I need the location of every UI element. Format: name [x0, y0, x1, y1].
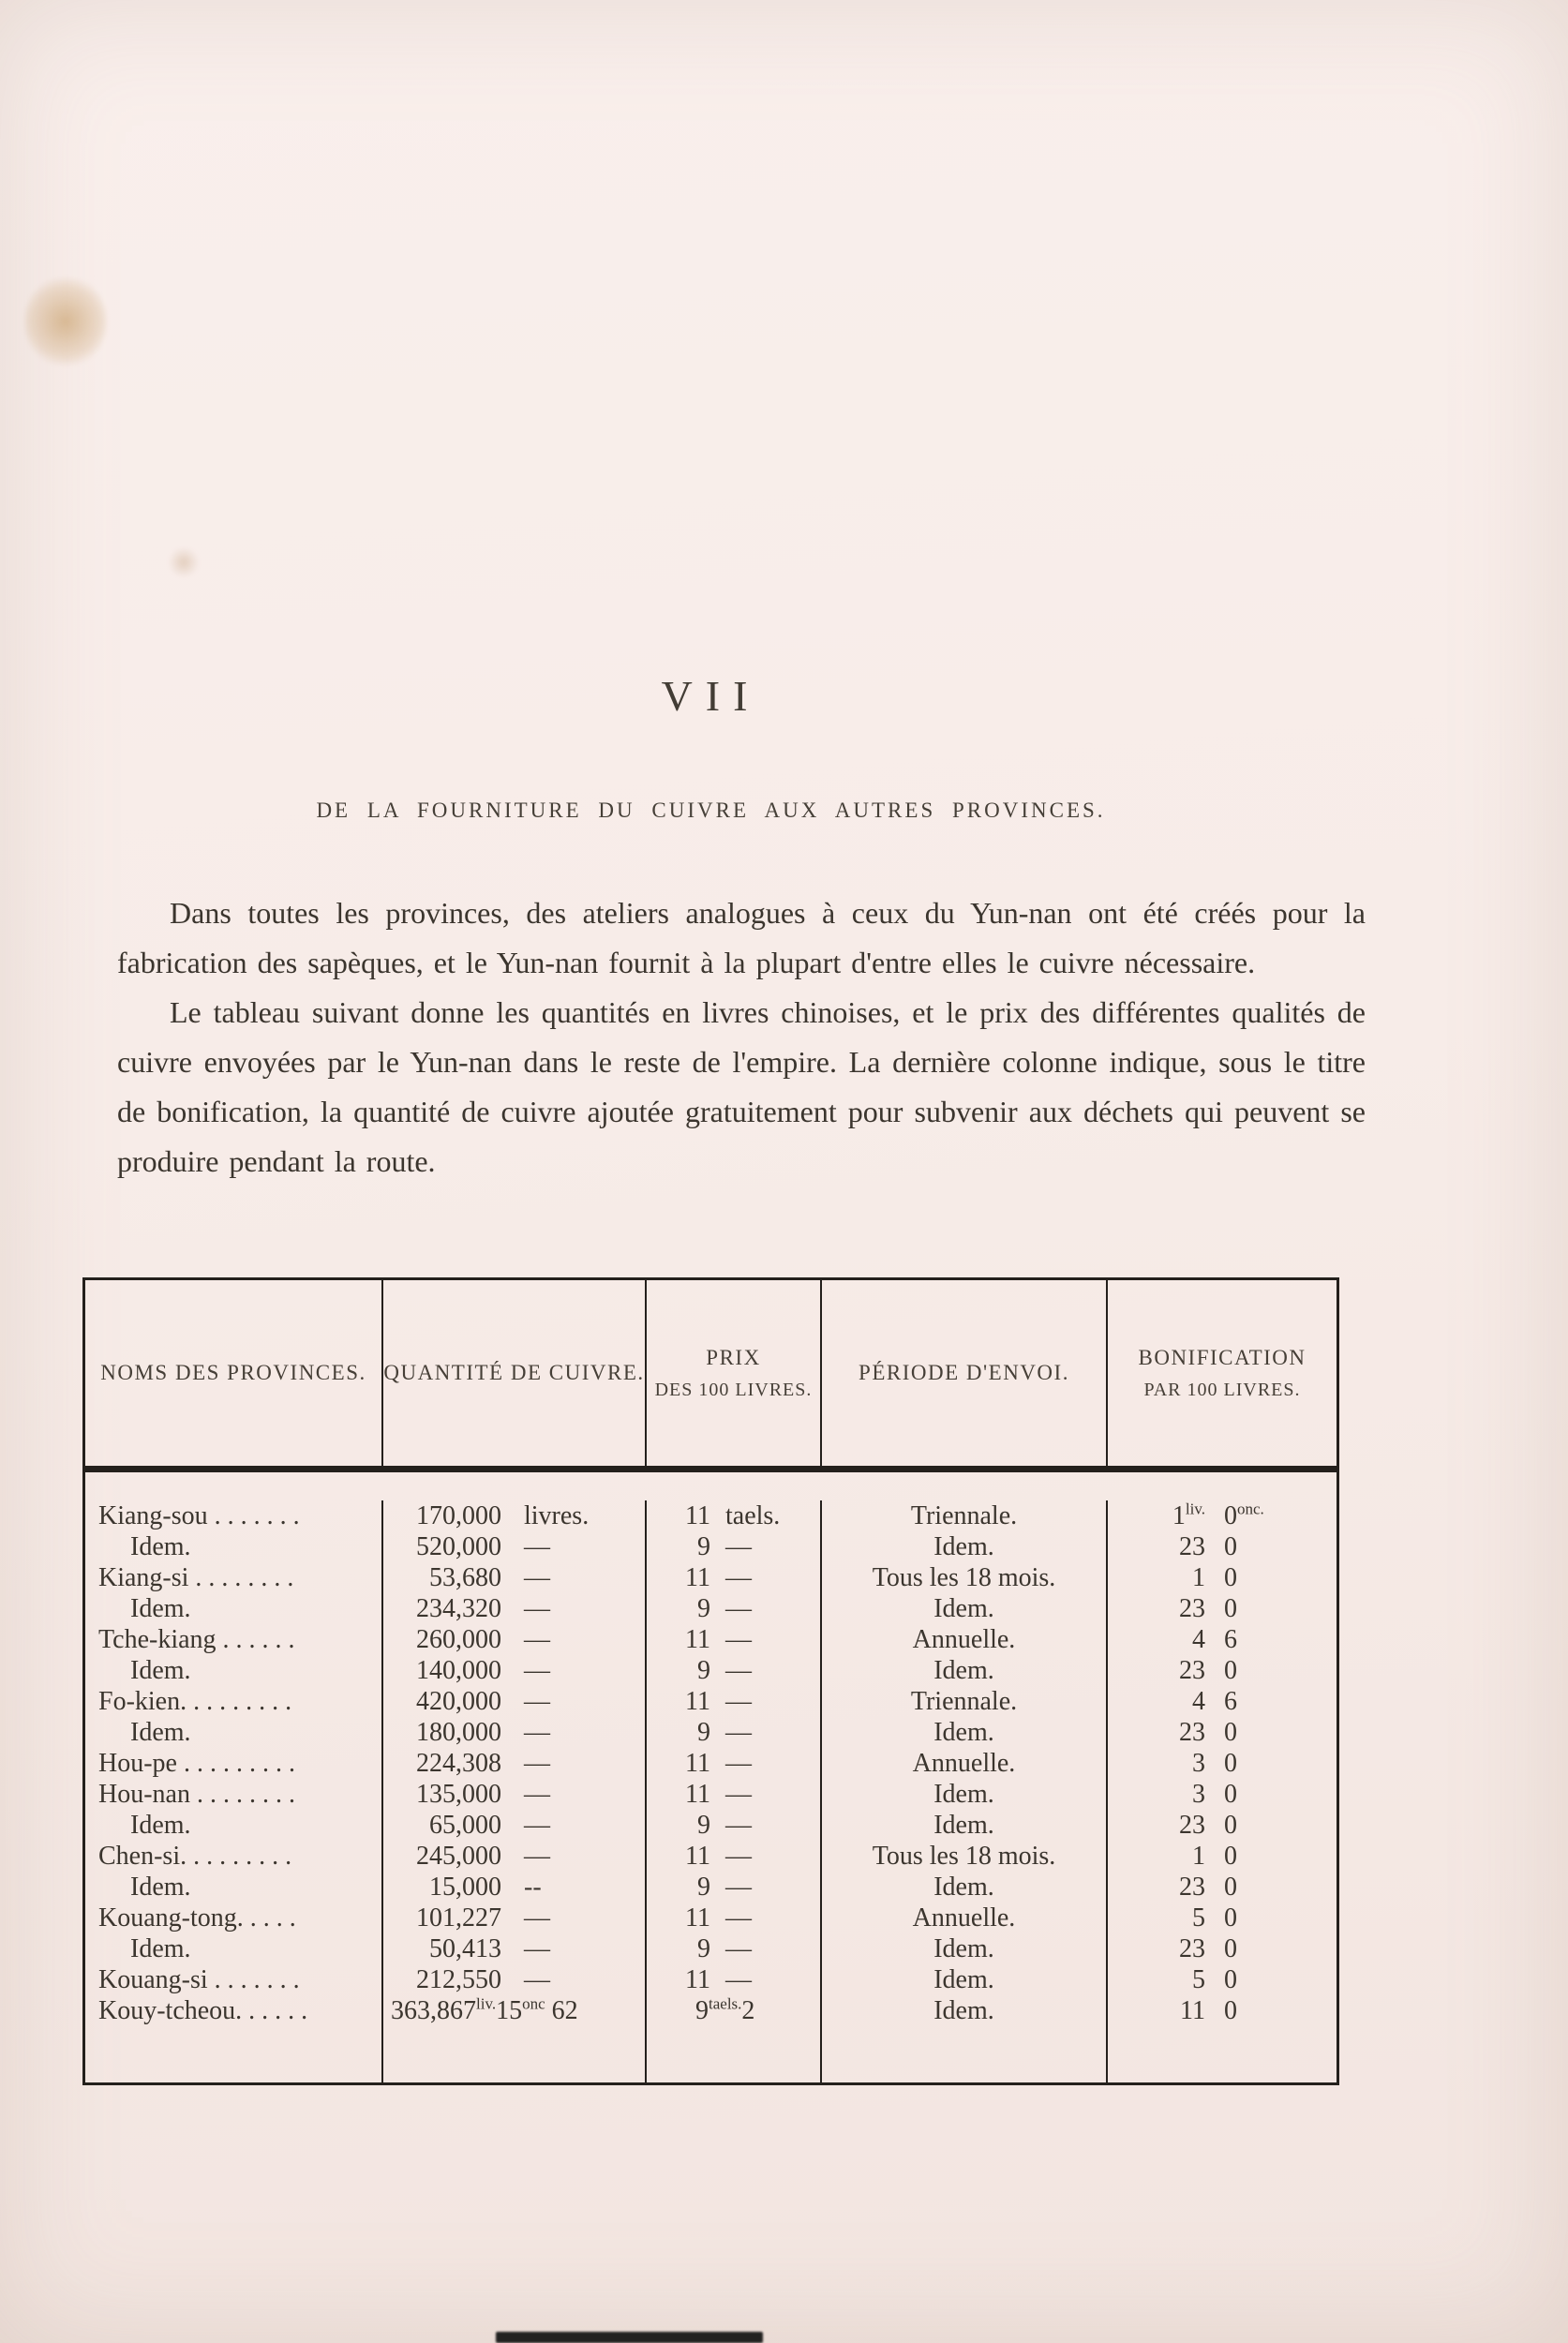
body-text	[117, 888, 1366, 1186]
table-row	[85, 1779, 1337, 1810]
period-cell: Annuelle.	[822, 1903, 1108, 1933]
chapter-number: VII	[661, 672, 761, 720]
price-cell: 11 —	[647, 1903, 822, 1933]
price-cell: 11 taels.	[647, 1500, 822, 1531]
province-cell: Tche-kiang . . . . . .	[85, 1624, 383, 1655]
quantity-cell: 180,000 —	[383, 1717, 647, 1748]
table-row	[85, 1748, 1337, 1779]
price-cell: 11 —	[647, 1964, 822, 1995]
period-cell: Idem.	[822, 1810, 1108, 1841]
table-row	[85, 1500, 1337, 1531]
price-cell: 11 —	[647, 1624, 822, 1655]
quantity-cell: 420,000 —	[383, 1686, 647, 1717]
filler-cell	[1108, 2026, 1337, 2082]
quantity-cell: 53,680 —	[383, 1562, 647, 1593]
bonification-cell: 1 0	[1192, 1563, 1237, 1592]
price-cell: 9 —	[647, 1531, 822, 1562]
header-bonification	[1108, 1280, 1337, 1466]
province-cell: Idem.	[85, 1933, 383, 1964]
bonification-cell: 5 0	[1192, 1965, 1237, 1994]
table-filler-row	[85, 2026, 1337, 2082]
period-cell: Idem.	[822, 1779, 1108, 1810]
period-cell: Idem.	[822, 1872, 1108, 1903]
paragraph-2: Le tableau suivant donne les quantités en livres chinoises, et le prix des différentes qualités de cuivre envoyées par le Yun-nan dans le reste de l'empire. La dernière colonne indique, sous le titre de bonification, la quantité de cuivre ajoutée gratuitement pour subvenir aux déchets qui peuvent se produire pendant la route.	[117, 995, 1366, 1178]
bonification-cell: 23 0	[1179, 1594, 1237, 1623]
provinces-table	[82, 1277, 1339, 2085]
price-cell: 9 —	[647, 1872, 822, 1903]
bonification-cell: 23 0	[1179, 1873, 1237, 1902]
quantity-cell: 65,000 —	[383, 1810, 647, 1841]
table-row	[85, 1933, 1337, 1964]
paragraph-1: Dans toutes les provinces, des ateliers analogues à ceux du Yun-nan ont été créés pour la fabrication des sapèques, et le Yun-nan fournit à la plupart d'entre elles le cuivre nécessaire.	[117, 896, 1366, 979]
province-cell: Idem.	[85, 1872, 383, 1903]
quantity-cell: 520,000 —	[383, 1531, 647, 1562]
period-cell: Idem.	[822, 1964, 1108, 1995]
quantity-cell: 140,000 —	[383, 1655, 647, 1686]
price-cell: 11 —	[647, 1562, 822, 1593]
price-cell: 9 —	[647, 1717, 822, 1748]
quantity-cell: 212,550 —	[383, 1964, 647, 1995]
quantity-cell: 50,413 —	[383, 1933, 647, 1964]
period-cell: Idem.	[822, 1933, 1108, 1964]
header-price-label: PRIX	[706, 1345, 761, 1369]
price-cell: 11 —	[647, 1686, 822, 1717]
province-cell: Kiang-sou . . . . . . .	[85, 1500, 383, 1531]
table-row	[85, 1810, 1337, 1841]
table-row	[85, 1903, 1337, 1933]
quantity-cell: 224,308 —	[383, 1748, 647, 1779]
province-cell: Idem.	[85, 1810, 383, 1841]
paper-stain-small	[167, 548, 201, 576]
province-cell: Kiang-si . . . . . . . .	[85, 1562, 383, 1593]
bonification-cell: 5 0	[1192, 1903, 1237, 1933]
table-row	[85, 1964, 1337, 1995]
header-double-rule	[85, 1466, 1337, 1472]
quantity-cell: 234,320 —	[383, 1593, 647, 1624]
paper-stain	[24, 274, 107, 369]
period-cell: Triennale.	[822, 1686, 1108, 1717]
province-cell: Hou-nan . . . . . . . .	[85, 1779, 383, 1810]
price-cell: 11 —	[647, 1779, 822, 1810]
bonification-cell: 23 0	[1179, 1934, 1237, 1963]
province-cell: Idem.	[85, 1531, 383, 1562]
header-period-label: PÉRIODE D'ENVOI.	[859, 1361, 1069, 1384]
province-cell: Kouang-tong. . . . .	[85, 1903, 383, 1933]
table-row	[85, 1995, 1337, 2026]
bonification-cell: 23 0	[1179, 1656, 1237, 1685]
filler-cell	[383, 2026, 647, 2082]
quantity-cell: 245,000 —	[383, 1841, 647, 1872]
header-bonification-sublabel: PAR 100 LIVRES.	[1143, 1379, 1301, 1400]
period-cell: Idem.	[822, 1531, 1108, 1562]
quantity-cell: 170,000 livres.	[383, 1500, 647, 1531]
quantity-cell: 15,000 --	[383, 1872, 647, 1903]
header-quantity-label: QUANTITÉ DE CUIVRE.	[383, 1361, 645, 1384]
bonification-cell: 1 0	[1192, 1842, 1237, 1871]
price-cell: 11 —	[647, 1841, 822, 1872]
province-cell: Kouang-si . . . . . . .	[85, 1964, 383, 1995]
quantity-cell: 135,000 —	[383, 1779, 647, 1810]
bonification-cell: 3 0	[1192, 1780, 1237, 1809]
province-cell: Idem.	[85, 1655, 383, 1686]
scan-artifact-bar	[496, 2332, 763, 2343]
header-quantity	[383, 1280, 647, 1466]
price-cell: 9 —	[647, 1593, 822, 1624]
province-cell: Idem.	[85, 1593, 383, 1624]
price-cell: 11 —	[647, 1748, 822, 1779]
header-provinces	[85, 1280, 383, 1466]
header-price	[647, 1280, 822, 1466]
table-row	[85, 1686, 1337, 1717]
period-cell: Triennale.	[822, 1500, 1108, 1531]
province-cell: Fo-kien. . . . . . . . .	[85, 1686, 383, 1717]
table-row	[85, 1717, 1337, 1748]
province-cell: Chen-si. . . . . . . . .	[85, 1841, 383, 1872]
table-row	[85, 1531, 1337, 1562]
table-header	[85, 1280, 1337, 1466]
header-bonification-label: BONIFICATION	[1138, 1345, 1307, 1369]
bonification-cell: 23 0	[1179, 1811, 1237, 1840]
period-cell: Idem.	[822, 1717, 1108, 1748]
period-cell: Tous les 18 mois.	[822, 1562, 1108, 1593]
period-cell: Annuelle.	[822, 1748, 1108, 1779]
section-title: DE LA FOURNITURE DU CUIVRE AUX AUTRES PROVINCES.	[316, 798, 1106, 822]
table-row	[85, 1593, 1337, 1624]
period-cell: Idem.	[822, 1593, 1108, 1624]
table-row	[85, 1841, 1337, 1872]
province-cell: Kouy-tcheou. . . . . .	[85, 1995, 383, 2026]
period-cell: Annuelle.	[822, 1624, 1108, 1655]
table-row	[85, 1655, 1337, 1686]
price-cell: 9 —	[647, 1810, 822, 1841]
period-cell: Idem.	[822, 1655, 1108, 1686]
province-cell: Idem.	[85, 1717, 383, 1748]
bonification-cell: 4 6	[1192, 1625, 1237, 1654]
price-cell: $9^{taels.}2$	[647, 1995, 822, 2026]
header-provinces-label: NOMS DES PROVINCES.	[100, 1361, 366, 1384]
bonification-cell: 23 0	[1179, 1718, 1237, 1747]
period-cell: Idem.	[822, 1995, 1108, 2026]
table-row	[85, 1562, 1337, 1593]
quantity-cell: 260,000 —	[383, 1624, 647, 1655]
filler-cell	[822, 2026, 1108, 2082]
header-price-sublabel: DES 100 LIVRES.	[654, 1379, 813, 1400]
bonification-cell: 23 0	[1179, 1532, 1237, 1561]
bonification-cell: 11 0	[1180, 1996, 1237, 2025]
bonification-cell: 3 0	[1192, 1749, 1237, 1778]
period-cell: Tous les 18 mois.	[822, 1841, 1108, 1872]
filler-cell	[85, 2026, 383, 2082]
table-body	[85, 1472, 1337, 2082]
province-cell: Hou-pe . . . . . . . . .	[85, 1748, 383, 1779]
price-cell: 9 —	[647, 1655, 822, 1686]
table-row	[85, 1624, 1337, 1655]
table-row	[85, 1872, 1337, 1903]
filler-cell	[647, 2026, 822, 2082]
price-cell: 9 —	[647, 1933, 822, 1964]
header-period	[822, 1280, 1108, 1466]
bonification-cell: $1^{liv.}$ $0^{onc.}$	[1172, 1500, 1264, 1530]
quantity-cell: 101,227 —	[383, 1903, 647, 1933]
bonification-cell: 4 6	[1192, 1687, 1237, 1716]
quantity-cell: $363,867^{liv.}15^{onc}$ 62	[383, 1995, 647, 2026]
